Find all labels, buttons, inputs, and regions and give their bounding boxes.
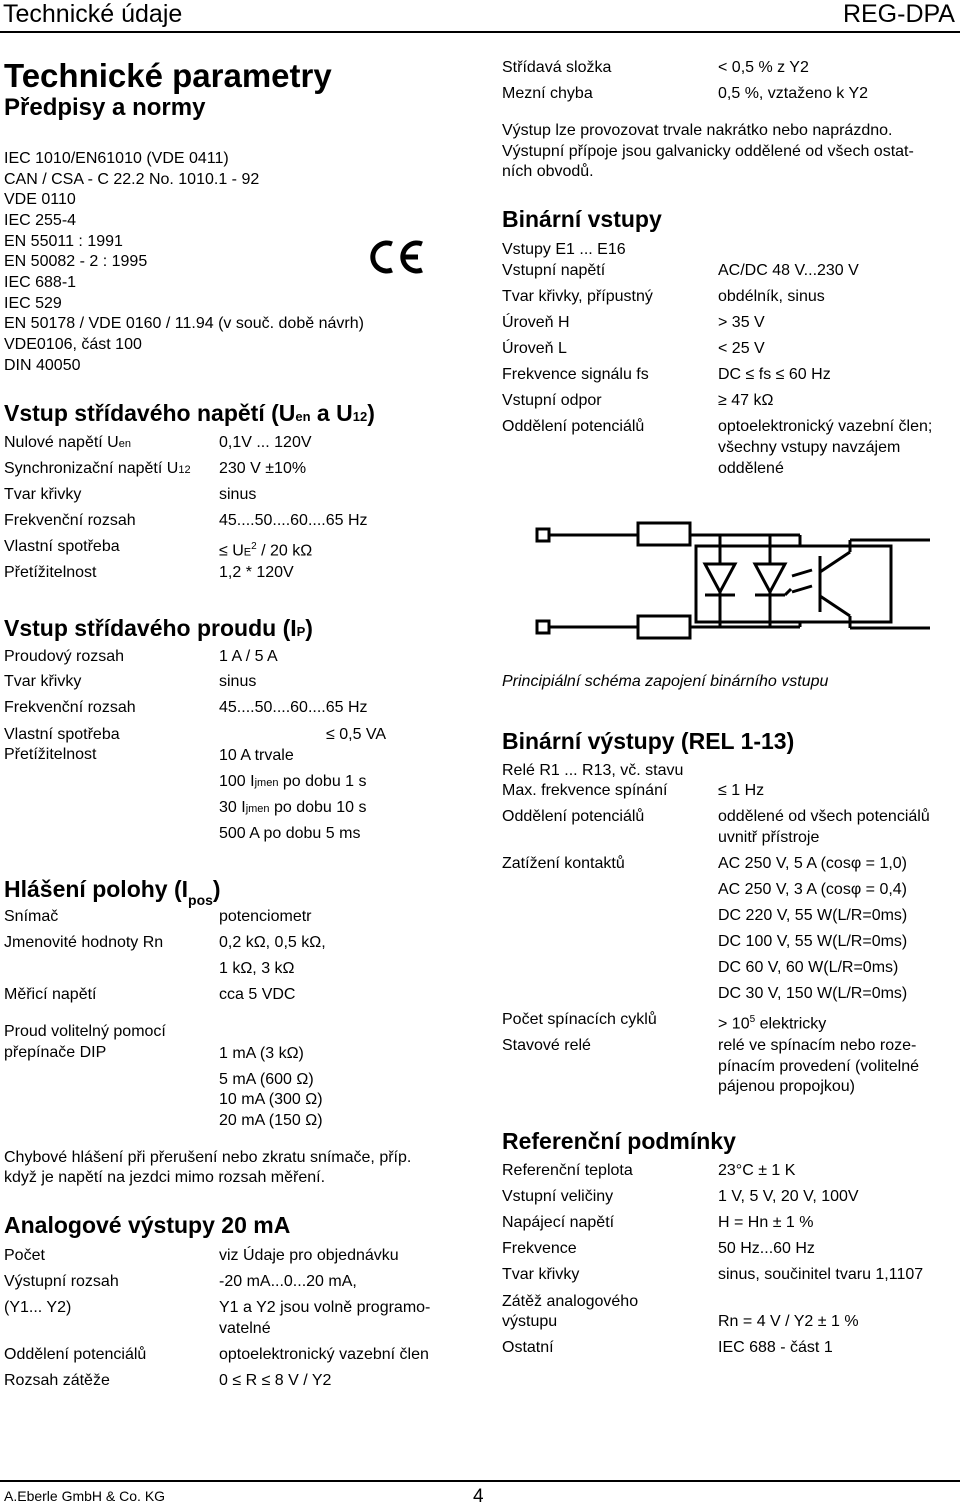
spec-value: cca 5 VDC	[219, 986, 296, 1003]
spec-value: sinus	[219, 486, 257, 503]
spec-value: Y1 a Y2 jsou volně programo-	[219, 1299, 431, 1316]
spec-label: Tvar křivky, přípustný	[502, 288, 653, 305]
spec-value: AC/DC 48 V...230 V	[718, 262, 859, 279]
spec-value: 1 A / 5 A	[219, 648, 278, 665]
norms-heading: Předpisy a normy	[4, 94, 206, 121]
norm-item: CAN / CSA - C 22.2 No. 1010.1 - 92	[4, 171, 260, 188]
page-title: Technické parametry	[4, 57, 332, 94]
norm-item: VDE 0110	[4, 191, 76, 208]
spec-label: Jmenovité hodnoty Rn	[4, 934, 164, 951]
spec-value: ≤ 1 Hz	[718, 782, 765, 799]
spec-label: Vstupy E1 ... E16	[502, 241, 626, 258]
spec-value: DC 30 V, 150 W(L/R=0ms)	[718, 985, 908, 1002]
spec-label: Ostatní	[502, 1339, 554, 1356]
spec-label: Zatížení kontaktů	[502, 855, 625, 872]
spec-label: Proud volitelný pomocí	[4, 1023, 166, 1040]
spec-label: Počet spínacích cyklů	[502, 1011, 657, 1028]
spec-value: pínacím provedení (volitelné	[718, 1058, 919, 1075]
footer-company: A.Eberle GmbH & Co. KG	[4, 1488, 166, 1504]
norm-item: IEC 1010/EN61010 (VDE 0411)	[4, 150, 229, 167]
spec-value: 0,1V ... 120V	[219, 434, 312, 451]
spec-value: AC 250 V, 5 A (cosφ = 1,0)	[718, 855, 908, 872]
spec-value: 500 A po dobu 5 ms	[219, 825, 361, 842]
spec-value: sinus	[219, 673, 257, 690]
spec-value: < 25 V	[718, 340, 765, 357]
spec-label: Tvar křivky	[502, 1266, 580, 1283]
spec-value: 230 V ±10%	[219, 460, 307, 477]
spec-label: Mezní chyba	[502, 85, 593, 102]
spec-value: oddělené	[718, 460, 784, 477]
spec-label: Oddělení potenciálů	[502, 808, 645, 825]
spec-value: 0,5 %, vztaženo k Y2	[718, 85, 869, 102]
norm-item: IEC 529	[4, 295, 62, 312]
spec-label: Vlastní spotřeba	[4, 538, 120, 555]
spec-value: ≤ 0,5 VA	[326, 726, 387, 743]
binary-inputs-heading: Binární vstupy	[502, 206, 662, 232]
analog-outputs-heading: Analogové výstupy 20 mA	[4, 1212, 291, 1238]
norm-item: EN 50082 - 2 : 1995	[4, 253, 148, 270]
spec-label: Proudový rozsah	[4, 648, 125, 665]
spec-value: ≤ $UE^2 / 20$ kΩ	[219, 541, 313, 560]
ac-current-input-heading: Vstup střídavého proudu (IP)	[4, 615, 313, 641]
spec-label: přepínače DIP	[4, 1044, 107, 1061]
spec-label: Zátěž analogového	[502, 1293, 639, 1310]
spec-value: uvnitř přístroje	[718, 829, 820, 846]
spec-label: (Y1... Y2)	[4, 1299, 72, 1316]
spec-label: výstupu	[502, 1313, 558, 1330]
schematic-caption: Principiální schéma zapojení binárního vstupu	[502, 673, 829, 690]
position-report-heading: Hlášení polohy $(I_{pos})$	[4, 876, 221, 908]
note-text: když je napětí na jezdci mimo rozsah měření.	[4, 1169, 326, 1186]
spec-value: 1,2 * 120V	[219, 564, 294, 581]
spec-label: Frekvence	[502, 1240, 577, 1257]
spec-value: 0 ≤ R ≤ 8 V / Y2	[219, 1372, 332, 1389]
page-header	[0, 0, 960, 30]
spec-value: DC ≤ fs ≤ 60 Hz	[718, 366, 831, 383]
spec-value: obdélník, sinus	[718, 288, 825, 305]
spec-value: < 0,5 % z Y2	[718, 59, 809, 76]
spec-label: Snímač	[4, 908, 59, 925]
spec-value: pájenou propojkou)	[718, 1078, 855, 1095]
spec-value: 100 Ijmen po dobu 1 s	[219, 773, 367, 790]
norm-item: DIN 40050	[4, 357, 81, 374]
spec-label: Max. frekvence spínání	[502, 782, 668, 799]
spec-label: Frekvenční rozsah	[4, 512, 136, 529]
spec-label: Oddělení potenciálů	[4, 1346, 147, 1363]
spec-label: Rozsah zátěže	[4, 1372, 110, 1389]
spec-label: Úroveň L	[502, 340, 567, 357]
spec-value: DC 100 V, 55 W(L/R=0ms)	[718, 933, 908, 950]
spec-value: 1 V, 5 V, 20 V, 100V	[718, 1188, 859, 1205]
spec-value: AC 250 V, 3 A (cosφ = 0,4)	[718, 881, 908, 898]
binary-outputs-heading: Binární výstupy (REL 1-13)	[502, 728, 795, 754]
spec-value: 1 kΩ, 3 kΩ	[219, 960, 295, 977]
spec-label: Výstupní rozsah	[4, 1273, 119, 1290]
ac-voltage-input-heading: Vstup střídavého napětí (Uen a U12)	[4, 400, 375, 426]
spec-value: 1 mA (3 kΩ)	[219, 1045, 304, 1062]
spec-value: 45....50....60....65 Hz	[219, 512, 368, 529]
spec-label: Vstupní veličiny	[502, 1188, 614, 1205]
spec-value: 20 mA (150 Ω)	[219, 1112, 323, 1129]
spec-value: 10 A trvale	[219, 747, 294, 764]
spec-value: -20 mA...0...20 mA,	[219, 1273, 357, 1290]
spec-label: Relé R1 ... R13, vč. stavu	[502, 762, 684, 779]
spec-value: sinus, součinitel tvaru 1,1107	[718, 1266, 924, 1283]
spec-value: 45....50....60....65 Hz	[219, 699, 368, 716]
norm-item: EN 55011 : 1991	[4, 233, 123, 250]
header-right-title: REG-DPA	[842, 0, 955, 28]
spec-value: oddělené od všech potenciálů	[718, 808, 930, 825]
spec-label: Vstupní odpor	[502, 392, 602, 409]
note-text: Výstup lze provozovat trvale nakrátko nebo naprázdno.	[502, 122, 893, 139]
note-text: ních obvodů.	[502, 163, 594, 180]
footer-rule	[0, 1480, 960, 1482]
spec-label: Vstupní napětí	[502, 262, 606, 279]
spec-value: viz Údaje pro objednávku	[219, 1247, 399, 1264]
spec-label: Frekvence signálu fs	[502, 366, 649, 383]
spec-value: 30 Ijmen po dobu 10 s	[219, 799, 367, 816]
spec-value: potenciometr	[219, 908, 312, 925]
norm-item: IEC 255-4	[4, 212, 77, 229]
header-left-title: Technické údaje	[3, 0, 183, 28]
spec-label: Referenční teplota	[502, 1162, 633, 1179]
spec-label: Stavové relé	[502, 1037, 591, 1054]
spec-label: Střídavá složka	[502, 59, 612, 76]
spec-value: všechny vstupy navzájem	[718, 439, 901, 456]
spec-label: Měřicí napětí	[4, 986, 97, 1003]
spec-value: DC 60 V, 60 W(L/R=0ms)	[718, 959, 899, 976]
spec-value: > 35 V	[718, 314, 765, 331]
spec-label: Nulové napětí Uen	[4, 434, 131, 451]
page-number: 4	[473, 1486, 484, 1507]
spec-label: Úroveň H	[502, 314, 570, 331]
spec-value: vatelné	[219, 1320, 271, 1337]
spec-value: optoelektronický vazební člen;	[718, 418, 933, 435]
spec-label: Synchronizační napětí U12	[4, 460, 191, 477]
spec-label: Tvar křivky	[4, 486, 82, 503]
terminal-bottom-left	[537, 621, 549, 633]
terminal-top-left	[537, 529, 549, 541]
spec-label: Napájecí napětí	[502, 1214, 615, 1231]
spec-value: 23°C ± 1 K	[718, 1162, 796, 1179]
spec-value: relé ve spínacím nebo roze-	[718, 1037, 917, 1054]
spec-label: Přetížitelnost	[4, 746, 97, 763]
spec-value: H = Hn ± 1 %	[718, 1214, 814, 1231]
norm-item: VDE0106, část 100	[4, 336, 142, 353]
spec-value: optoelektronický vazební člen	[219, 1346, 429, 1363]
ce-mark-icon	[368, 238, 426, 276]
header-rule	[0, 31, 960, 33]
note-text: Výstupní přípoje jsou galvanicky oddělené od všech ostat-	[502, 143, 914, 160]
spec-value: 50 Hz...60 Hz	[718, 1240, 815, 1257]
spec-value: 0,2 kΩ, 0,5 kΩ,	[219, 934, 326, 951]
spec-label: Tvar křivky	[4, 673, 82, 690]
spec-label: Frekvenční rozsah	[4, 699, 136, 716]
spec-value: IEC 688 - část 1	[718, 1339, 833, 1356]
note-text: Chybové hlášení při přerušení nebo zkratu snímače, příp.	[4, 1149, 412, 1166]
spec-label: Počet	[4, 1247, 45, 1264]
reference-conditions-heading: Referenční podmínky	[502, 1128, 736, 1154]
norm-item: IEC 688-1	[4, 274, 77, 291]
spec-value: > $10^5$ elektricky	[718, 1014, 827, 1033]
norm-item: EN 50178 / VDE 0160 / 11.94 (v souč. době návrh)	[4, 315, 364, 332]
spec-label: Přetížitelnost	[4, 564, 97, 581]
spec-value: 5 mA (600 Ω)	[219, 1071, 314, 1088]
spec-label: Oddělení potenciálů	[502, 418, 645, 435]
spec-value: Rn = 4 V / Y2 ± 1 %	[718, 1313, 859, 1330]
resistor-bottom	[638, 616, 690, 638]
binary-input-schematic	[520, 520, 940, 660]
spec-value: ≥ 47 kΩ	[718, 392, 774, 409]
spec-value: DC 220 V, 55 W(L/R=0ms)	[718, 907, 908, 924]
resistor-top	[638, 523, 690, 545]
spec-value: 10 mA (300 Ω)	[219, 1091, 323, 1108]
spec-label: Vlastní spotřeba	[4, 726, 120, 743]
